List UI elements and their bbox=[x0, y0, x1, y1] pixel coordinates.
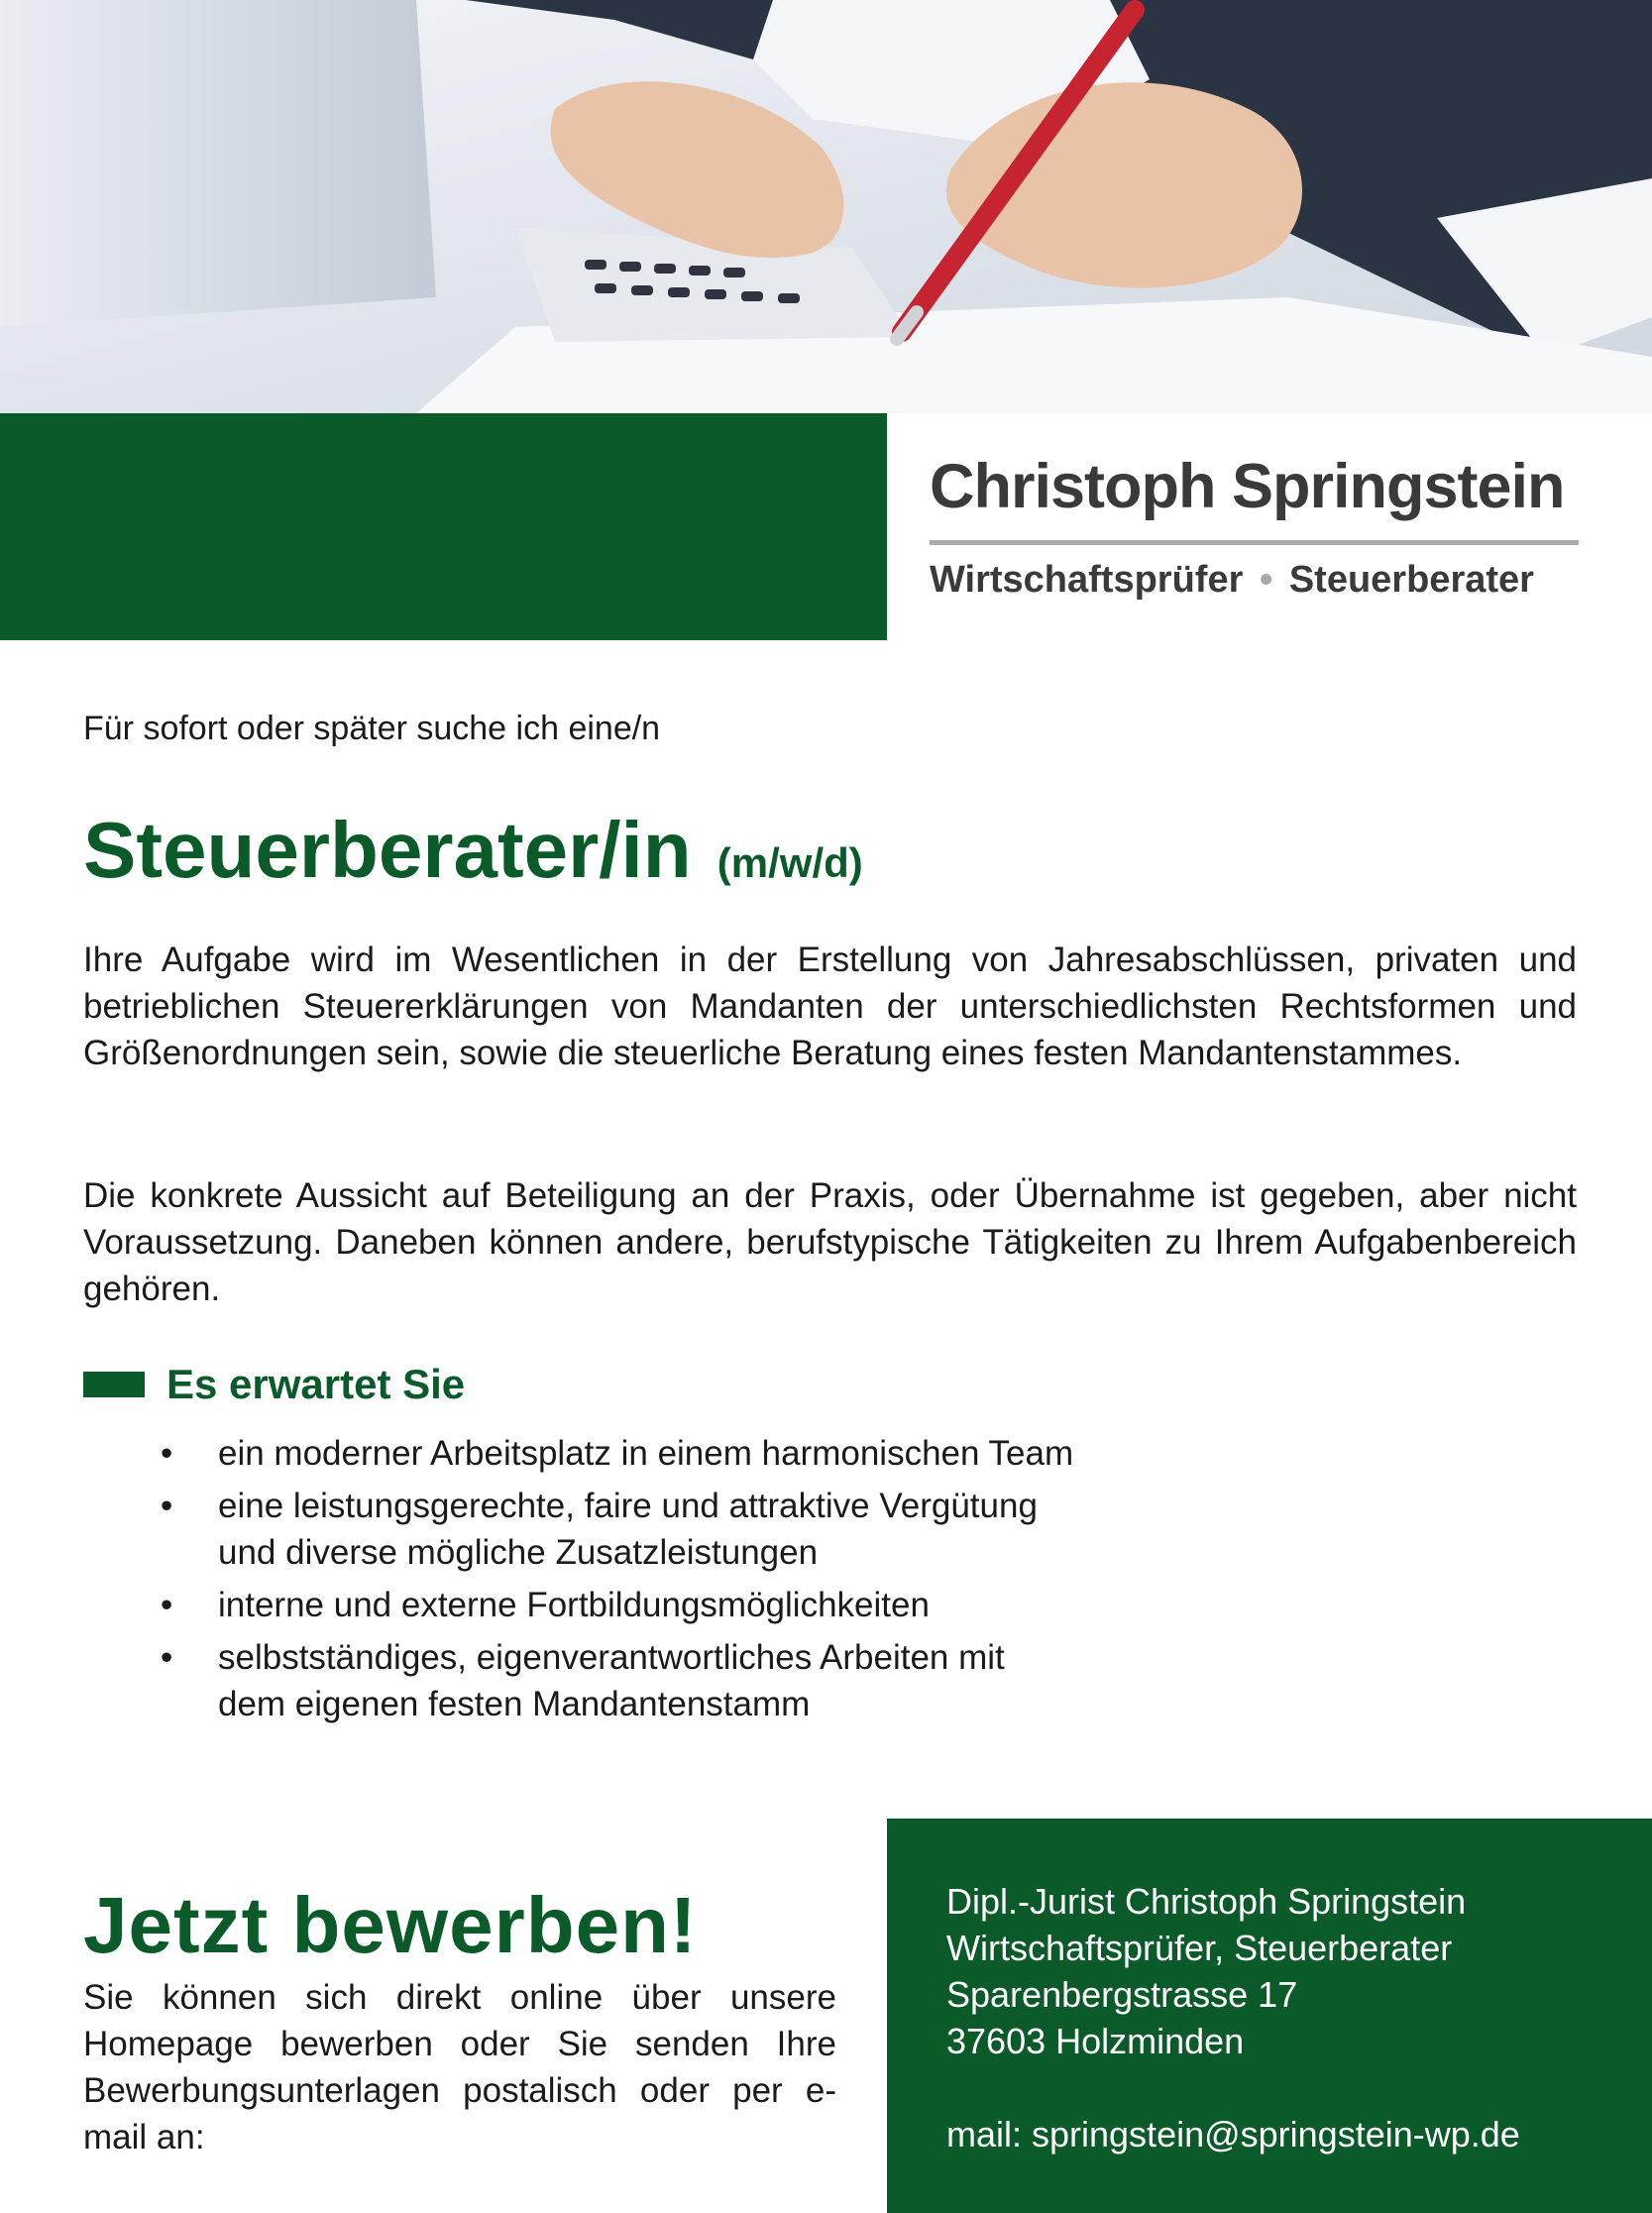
contact-street: Sparenbergstrasse 17 bbox=[946, 1974, 1298, 2015]
bullet-icon: • bbox=[161, 1434, 173, 1473]
job-title-text: Steuerberater/in bbox=[83, 806, 692, 894]
cta-text: Sie können sich direkt online über unsere Homepage bewerben oder Sie senden Ihre Bewerbungsunterlagen postalisch oder per e-mail an: bbox=[83, 1978, 836, 2157]
logo-title-left: Wirtschaftsprüfer bbox=[930, 559, 1244, 601]
list-item-line: interne und externe Fortbildungsmöglichkeiten bbox=[218, 1586, 930, 1624]
company-logo bbox=[930, 452, 1579, 601]
heading-bar-icon bbox=[83, 1372, 145, 1397]
list-item-line: und diverse mögliche Zusatzleistungen bbox=[218, 1533, 819, 1572]
bullet-icon: • bbox=[161, 1586, 173, 1624]
list-item bbox=[159, 1634, 1249, 1727]
header-photo bbox=[0, 0, 1652, 413]
contact-box bbox=[887, 1819, 1652, 2213]
list-item-line: eine leistungsgerechte, faire und attraktive Vergütung bbox=[218, 1487, 1038, 1525]
contact-address bbox=[946, 1878, 1520, 2158]
contact-email-link[interactable]: mail: springstein@springstein-wp.de bbox=[946, 2114, 1520, 2155]
green-header-band bbox=[0, 413, 887, 640]
bullet-icon: • bbox=[161, 1638, 173, 1677]
benefits-heading bbox=[83, 1361, 465, 1408]
logo-subtitle bbox=[930, 561, 1579, 599]
logo-name: Christoph Springstein bbox=[930, 452, 1565, 521]
accounting-photo-icon bbox=[0, 0, 1652, 413]
laptop-shape bbox=[0, 0, 436, 327]
list-item-line: ein moderner Arbeitsplatz in einem harmonischen Team bbox=[218, 1434, 1074, 1473]
logo-divider bbox=[930, 540, 1579, 545]
logo-separator: • bbox=[1259, 559, 1273, 601]
job-description-paragraph-2: Die konkrete Aussicht auf Beteiligung an der Praxis, oder Übernahme ist gegeben, aber nicht Voraussetzung. Daneben können andere, berufstypische Tätigkeiten zu Ihrem Aufgabenbereich gehören. bbox=[83, 1176, 1577, 1308]
list-item bbox=[159, 1582, 1249, 1628]
list-item bbox=[159, 1483, 1249, 1576]
job-title-suffix: (m/w/d) bbox=[716, 839, 863, 886]
benefits-list bbox=[159, 1430, 1249, 1733]
logo-title-right: Steuerberater bbox=[1288, 559, 1534, 601]
contact-name: Dipl.-Jurist Christoph Springstein bbox=[946, 1881, 1467, 1922]
bullet-icon: • bbox=[161, 1487, 173, 1525]
contact-city: 37603 Holzminden bbox=[946, 2021, 1245, 2061]
list-item-line: selbstständiges, eigenverantwortliches Arbeiten mit bbox=[218, 1638, 1005, 1677]
job-description-paragraph-1: Ihre Aufgabe wird im Wesentlichen in der Erstellung von Jahresabschlüssen, privaten und betrieblichen Steuererklärungen von Mandanten der unterschiedlichsten Rechtsformen und Größenordnungen sein, sowie die steuerliche Beratung eines festen Mandantenstammes. bbox=[83, 941, 1577, 1072]
cta-title: Jetzt bewerben! bbox=[83, 1881, 698, 1969]
list-item bbox=[159, 1430, 1249, 1477]
contact-role: Wirtschaftsprüfer, Steuerberater bbox=[946, 1928, 1453, 1968]
job-title bbox=[83, 806, 863, 894]
intro-text: Für sofort oder später suche ich eine/n bbox=[83, 710, 661, 747]
list-item-line: dem eigenen festen Mandantenstamm bbox=[218, 1685, 811, 1723]
benefits-heading-text: Es erwartet Sie bbox=[166, 1361, 466, 1407]
